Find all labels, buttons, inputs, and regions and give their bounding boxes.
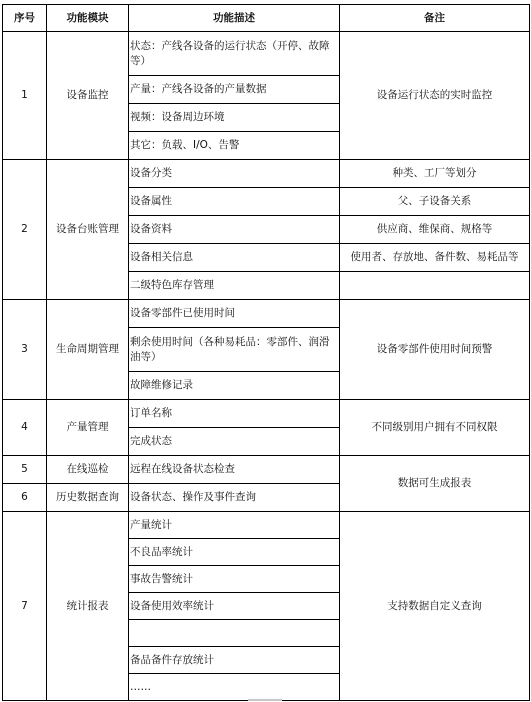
description-cell: 设备零部件已使用时间 — [129, 300, 340, 328]
description-cell: 设备资料 — [129, 216, 340, 244]
table-row — [3, 32, 530, 76]
row-number: 1 — [3, 32, 47, 160]
description-cell: 设备相关信息 — [129, 244, 340, 272]
row-number: 5 — [3, 456, 47, 484]
function-table — [2, 4, 530, 701]
notes-cell — [340, 272, 530, 300]
table-row — [3, 456, 530, 484]
row-number: 7 — [3, 512, 47, 701]
description-cell: 二级特色库存管理 — [129, 272, 340, 300]
module-name: 在线巡检 — [47, 456, 129, 484]
row-number: 6 — [3, 484, 47, 512]
table-header-row — [3, 5, 530, 32]
description-cell: 事故告警统计 — [129, 566, 340, 593]
description-cell: 订单名称 — [129, 400, 340, 428]
notes-cell: 支持数据自定义查询 — [340, 512, 530, 701]
description-cell: 不良品率统计 — [129, 539, 340, 566]
module-name: 产量管理 — [47, 400, 129, 456]
description-cell: 状态：产线各设备的运行状态（开停、故障等） — [129, 32, 340, 76]
header-module: 功能模块 — [47, 5, 129, 32]
notes-cell: 父、子设备关系 — [340, 188, 530, 216]
notes-cell: 使用者、存放地、备件数、易耗品等 — [340, 244, 530, 272]
description-cell: 设备属性 — [129, 188, 340, 216]
table-row — [3, 160, 530, 188]
header-no: 序号 — [3, 5, 47, 32]
row-number: 3 — [3, 300, 47, 400]
description-cell — [129, 620, 340, 647]
description-cell: 设备状态、操作及事件查询 — [129, 484, 340, 512]
description-cell: 故障维修记录 — [129, 372, 340, 400]
row-number: 4 — [3, 400, 47, 456]
table-row — [3, 512, 530, 539]
description-cell: 远程在线设备状态检查 — [129, 456, 340, 484]
table-row — [3, 400, 530, 428]
description-cell: 备品备件存放统计 — [129, 647, 340, 674]
page-edge-marker — [248, 699, 282, 701]
header-description: 功能描述 — [129, 5, 340, 32]
notes-cell: 数据可生成报表 — [340, 456, 530, 512]
notes-cell: 设备运行状态的实时监控 — [340, 32, 530, 160]
description-cell: 产量：产线各设备的产量数据 — [129, 76, 340, 104]
notes-cell: 不同级别用户拥有不同权限 — [340, 400, 530, 456]
description-cell: 其它：负载、I/O、告警 — [129, 132, 340, 160]
description-cell: 完成状态 — [129, 428, 340, 456]
module-name: 设备监控 — [47, 32, 129, 160]
description-cell: …… — [129, 674, 340, 701]
description-cell: 视频：设备周边环境 — [129, 104, 340, 132]
header-notes: 备注 — [340, 5, 530, 32]
row-number: 2 — [3, 160, 47, 300]
module-name: 生命周期管理 — [47, 300, 129, 400]
description-cell: 产量统计 — [129, 512, 340, 539]
description-cell: 设备使用效率统计 — [129, 593, 340, 620]
notes-cell: 种类、工厂等划分 — [340, 160, 530, 188]
description-cell: 设备分类 — [129, 160, 340, 188]
module-name: 统计报表 — [47, 512, 129, 701]
module-name: 设备台账管理 — [47, 160, 129, 300]
table-row — [3, 300, 530, 328]
notes-cell: 设备零部件使用时间预警 — [340, 300, 530, 400]
module-name: 历史数据查询 — [47, 484, 129, 512]
notes-cell: 供应商、维保商、规格等 — [340, 216, 530, 244]
description-cell: 剩余使用时间（各种易耗品：零部件、润滑油等） — [129, 328, 340, 372]
